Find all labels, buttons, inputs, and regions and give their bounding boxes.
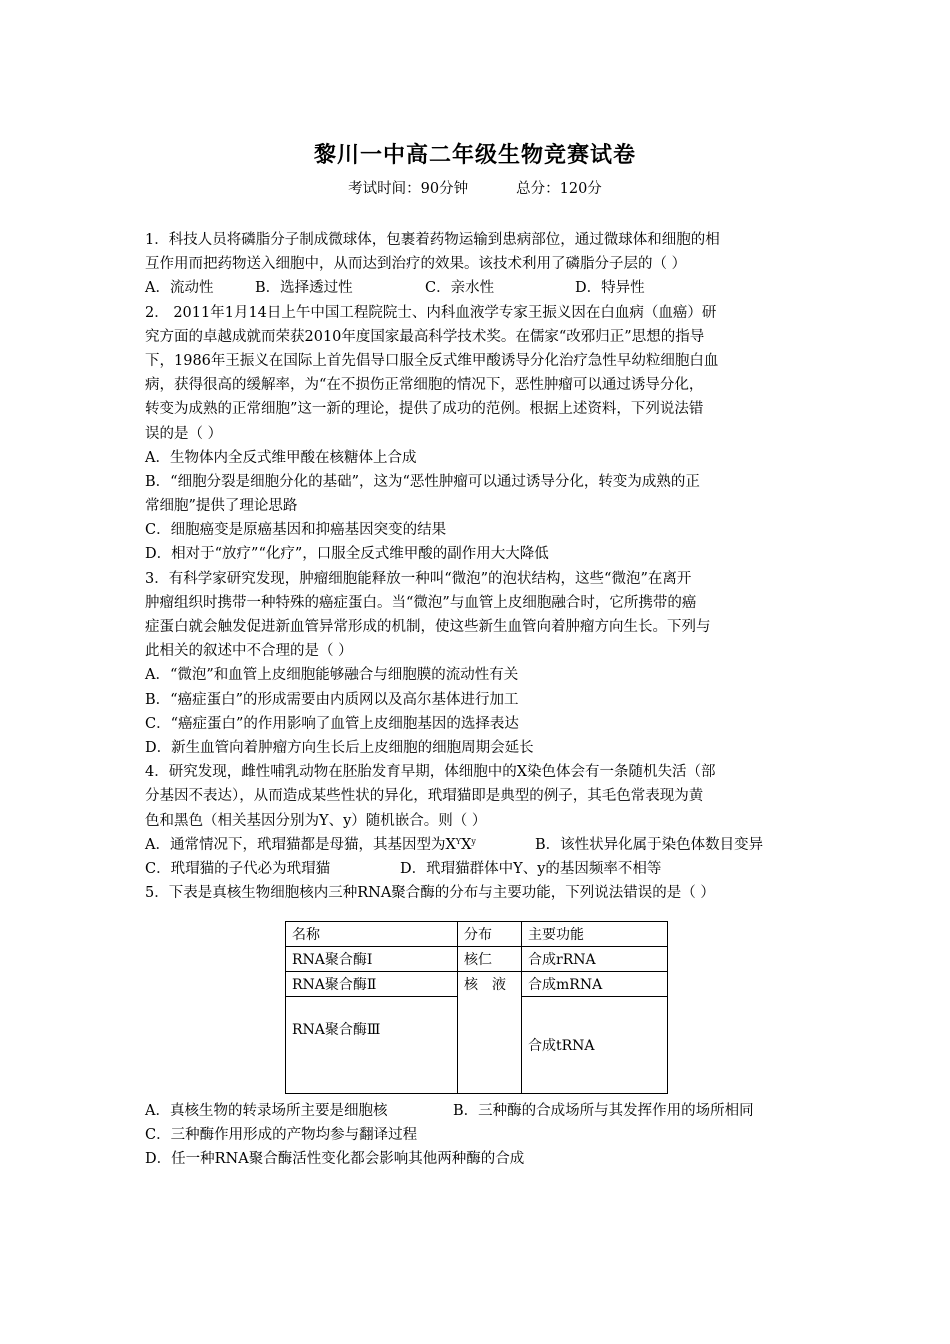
table-cell: 核 液	[458, 972, 522, 1094]
question-stem-line: 1．科技人员将磷脂分子制成微球体，包裹着药物运输到患病部位，通过微球体和细胞的相	[145, 232, 720, 248]
question-stem-line: 色和黑色（相关基因分别为Y、y）随机嵌合。则（ ）	[145, 812, 487, 829]
option-a: A．生物体内全反式维甲酸在核糖体上合成	[145, 449, 417, 466]
exam-meta	[0, 177, 950, 198]
option-c: C．细胞癌变是原癌基因和抑癌基因突变的结果	[145, 522, 447, 539]
question-stem-line: 下，1986年王振义在国际上首先倡导口服全反式维甲酸诱导分化治疗急性早幼粒细胞白血	[145, 352, 719, 369]
table-header-row	[286, 922, 668, 947]
question-stem-line: 2． 2011年1月14日上午中国工程院院士、内科血液学专家王振义因在白血病（血癌）研	[145, 304, 717, 321]
option-d: D．特异性	[575, 280, 645, 297]
option-c: C．“癌症蛋白”的作用影响了血管上皮细胞基因的选择表达	[145, 715, 519, 732]
question-stem-line: 互作用而把药物送入细胞中，从而达到治疗的效果。该技术利用了磷脂分子层的（ ）	[145, 256, 687, 273]
table-header: 主要功能	[522, 922, 668, 947]
question-5	[145, 881, 813, 905]
question-options	[145, 1099, 813, 1123]
option-d: D．玳瑁猫群体中Y、y的基因频率不相等	[400, 860, 662, 877]
question-stem-line: 病，获得很高的缓解率，为“在不损伤正常细胞的情况下，恶性肿瘤可以通过诱导分化，	[145, 377, 704, 394]
question-options	[145, 857, 813, 881]
table-cell: 合成mRNA	[522, 972, 668, 997]
question-stem-line: 5．下表是真核生物细胞核内三种RNA聚合酶的分布与主要功能，下列说法错误的是（ ）	[145, 885, 715, 902]
option-d: D．相对于“放疗”“化疗”，口服全反式维甲酸的副作用大大降低	[145, 546, 549, 563]
option-b: B．选择透过性	[255, 280, 353, 297]
question-1	[145, 228, 813, 301]
option-c: C．三种酶作用形成的产物均参与翻译过程	[145, 1127, 418, 1144]
option-c: C．亲水性	[425, 280, 495, 297]
question-options	[145, 276, 813, 300]
question-stem-line: 4．研究发现，雌性哺乳动物在胚胎发育早期，体细胞中的X染色体会有一条随机失活（部	[145, 764, 716, 781]
questions	[145, 228, 813, 905]
table-cell: RNA聚合酶Ⅰ	[286, 947, 458, 972]
option-a: A．“微泡”和血管上皮细胞能够融合与细胞膜的流动性有关	[145, 667, 519, 684]
option-a: A．通常情况下，玳瑁猫都是母猫，其基因型为$X^YX^y$	[145, 836, 476, 853]
question-2	[145, 301, 813, 567]
question-stem-line: 转变为成熟的正常细胞”这一新的理论，提供了成功的范例。根据上述资料，下列说法错	[145, 401, 704, 418]
table-cell: RNA聚合酶Ⅲ	[286, 997, 458, 1094]
question-stem-line: 此相关的叙述中不合理的是（ ）	[145, 643, 353, 660]
question-stem-line: 误的是（ ）	[145, 425, 223, 442]
option-d: D．任一种RNA聚合酶活性变化都会影响其他两种酶的合成	[145, 1151, 525, 1168]
option-c: C．玳瑁猫的子代必为玳瑁猫	[145, 860, 331, 877]
option-b: B．该性状异化属于染色体数目变异	[535, 836, 764, 853]
option-a: A．真核生物的转录场所主要是细胞核	[145, 1103, 388, 1119]
question-options	[145, 833, 813, 857]
page-title: 黎川一中高二年级生物竞赛试卷	[313, 143, 636, 168]
table-cell: 合成tRNA	[522, 997, 668, 1094]
option-b: B．“癌症蛋白”的形成需要由内质网以及高尔基体进行加工	[145, 691, 519, 708]
question-4	[145, 760, 813, 881]
question-stem-line: 3．有科学家研究发现，肿瘤细胞能释放一种叫“微泡”的泡状结构，这些“微泡”在离开	[145, 570, 692, 587]
rna-polymerase-table	[285, 921, 668, 1094]
question-stem-line: 症蛋白就会触发促进新血管异常形成的机制，使这些新生血管向着肿瘤方向生长。下列与	[145, 619, 711, 635]
question-5-options	[145, 1099, 813, 1172]
table-header: 分布	[458, 922, 522, 947]
question-stem-line: 肿瘤组织时携带一种特殊的癌症蛋白。当“微泡”与血管上皮细胞融合时，它所携带的癌	[145, 594, 697, 611]
option-b: B．三种酶的合成场所与其发挥作用的场所相同	[453, 1103, 754, 1119]
option-b: B．“细胞分裂是细胞分化的基础”，这为“恶性肿瘤可以通过诱导分化，转变为成熟的正	[145, 473, 700, 490]
question-stem-line: 究方面的卓越成就而荣获2010年度国家最高科学技术奖。在儒家“改邪归正”思想的指导	[145, 328, 705, 345]
exam-total-score: 总分：120分	[516, 181, 602, 197]
question-stem-line: 分基因不表达），从而造成某些性状的异化，玳瑁猫即是典型的例子，其毛色常表现为黄	[145, 788, 704, 805]
table-row	[286, 947, 668, 972]
table-row	[286, 972, 668, 997]
table-cell: 合成rRNA	[522, 947, 668, 972]
option-a: A．流动性	[145, 280, 214, 297]
option-b-continued: 常细胞”提供了理论思路	[145, 498, 298, 515]
option-d: D．新生血管向着肿瘤方向生长后上皮细胞的细胞周期会延长	[145, 739, 534, 756]
exam-time: 考试时间：90分钟	[348, 181, 469, 197]
table-cell: 核仁	[458, 947, 522, 972]
table-header: 名称	[286, 922, 458, 947]
table-cell: RNA聚合酶Ⅱ	[286, 972, 458, 997]
question-3	[145, 567, 813, 761]
